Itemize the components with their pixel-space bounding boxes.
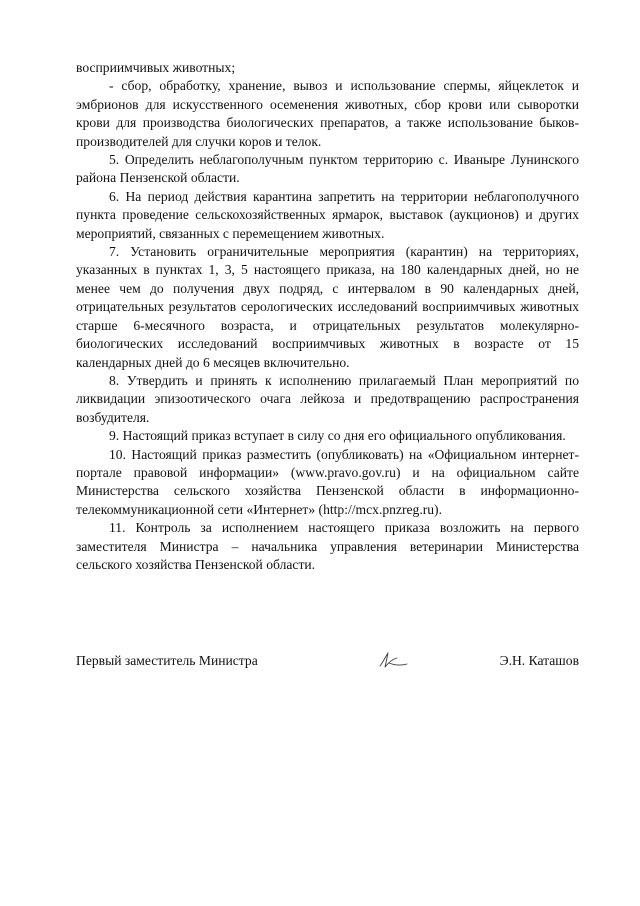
paragraph-6: 6. На период действия карантина запретить на территории неблагополучного пункта проведение сельскохозяйственных ярмарок, выставок (аукционов) и других мероприятий, связанных с перемещением животных. — [76, 188, 579, 241]
paragraph-prohibition-list-item: - сбор, обработку, хранение, вывоз и использование спермы, яйцеклеток и эмбрионов для искусственного осеменения животных, сбор крови или сыворотки крови для производства биологических препаратов, а также использование быков-производителей для случки коров и телок. — [76, 78, 579, 149]
paragraph-11: 11. Контроль за исполнением настоящего приказа возложить на первого заместителя Министра – начальника управления ветеринарии Министерства сельского хозяйства Пензенской области. — [76, 520, 579, 572]
paragraph-10: 10. Настоящий приказ разместить (опубликовать) на «Официальном интернет-портале правовой информации» (www.pravo.gov.ru) и на официальном сайте Министерства сельского хозяйства Пензенской области в информационно-телекоммуникационной сети «Интернет» (http://mcx.pnzreg.ru). — [76, 446, 579, 517]
paragraph-5: 5. Определить неблагополучным пунктом территорию с. Иваныре Лунинского района Пензенской области. — [76, 152, 579, 186]
paragraph-continuation: восприимчивых животных; — [76, 60, 236, 75]
document-body — [76, 59, 579, 574]
paragraph-7: 7. Установить ограничительные мероприятия (карантин) на территориях, указанных в пунктах 1, 3, 5 настоящего приказа, на 180 календарных дней, но не менее чем до получения двух подряд, с интервалом в 90 календарных дней, отрицательных результатов серологических исследований восприимчивых животных старше 6-месячного возраста, и отрицательных результатов молекулярно-биологических исследований восприимчивых животных в возрасте от 15 календарных дней до 6 месяцев включительно. — [76, 244, 579, 370]
paragraph-8: 8. Утвердить и принять к исполнению прилагаемый План мероприятий по ликвидации эпизоотического очага лейкоза и предотвращению распространения возбудителя. — [76, 372, 579, 425]
handwritten-signature — [376, 650, 410, 672]
paragraph-9: 9. Настоящий приказ вступает в силу со дня его официального опубликования. — [109, 428, 566, 444]
signatory-name: Э.Н. Каташов — [499, 653, 579, 668]
signatory-position: Первый заместитель Министра — [76, 653, 258, 668]
signature-block — [76, 650, 579, 674]
